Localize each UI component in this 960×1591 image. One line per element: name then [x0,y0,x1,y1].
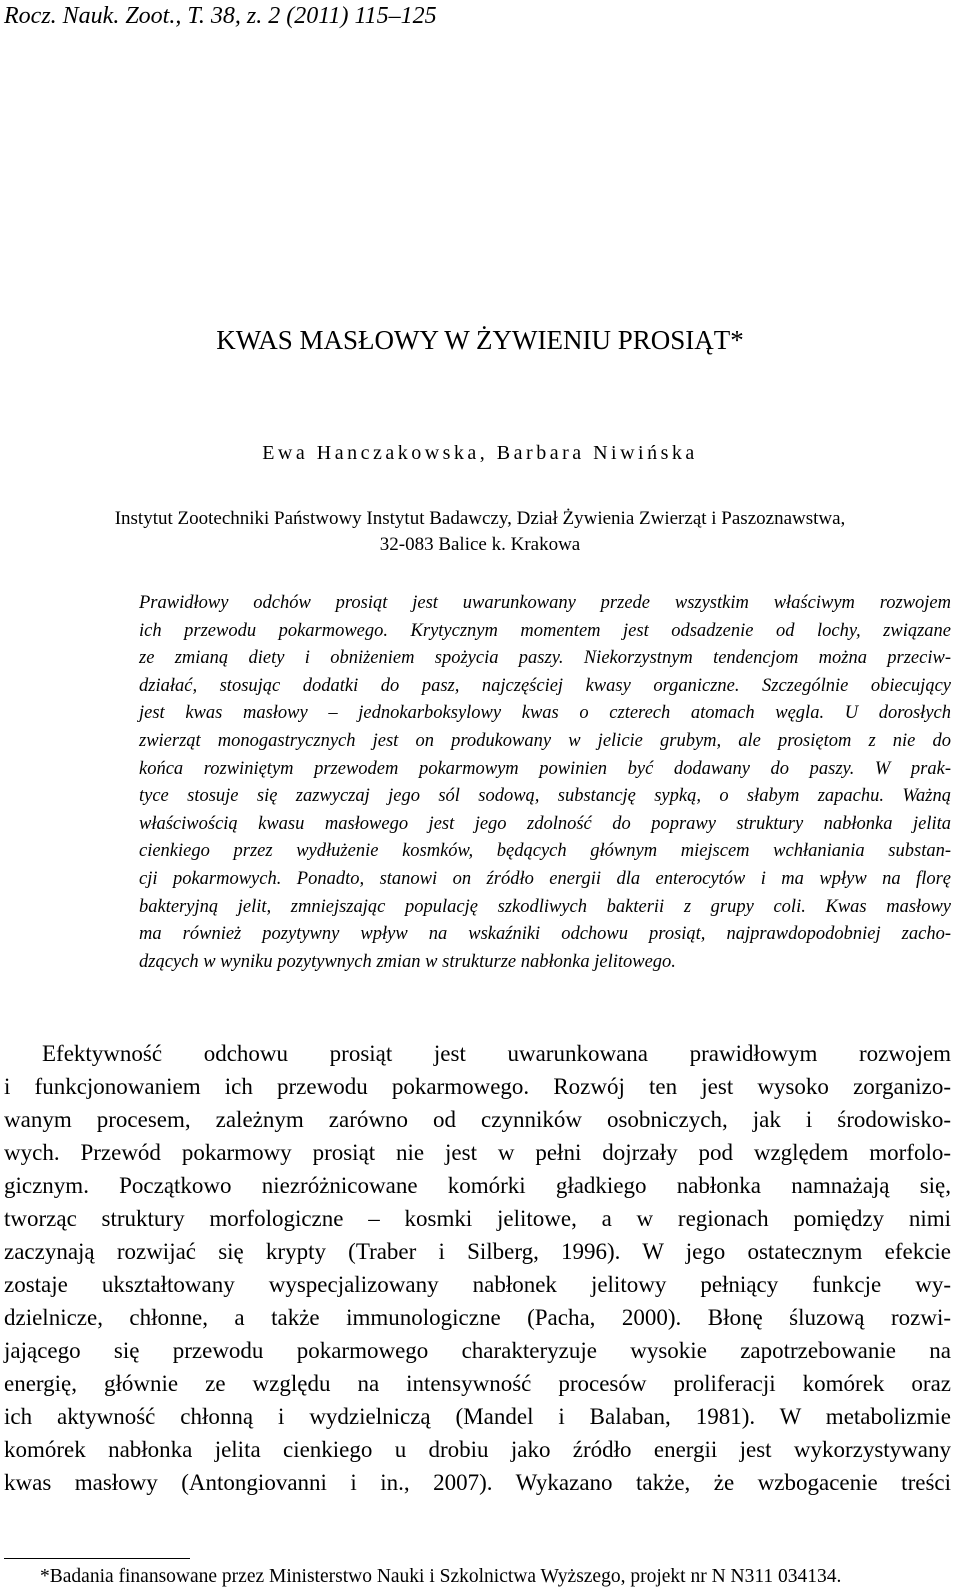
body-line: gicznym. Początkowo niezróżnicowane komórki gładkiego nabłonka namnażają się, [4,1173,951,1198]
body-line: jającego się przewodu pokarmowego charakteryzuje wysokie zapotrzebowanie na [4,1338,951,1363]
article-authors: Ewa Hanczakowska, Barbara Niwińska [262,442,698,464]
body-line: Efektywność odchowu prosiąt jest uwarunkowana prawidłowym rozwojem [42,1041,951,1066]
footnote-divider [4,1558,190,1559]
article-title: KWAS MASŁOWY W ŻYWIENIU PROSIĄT* [216,325,744,355]
abstract-line: cji pokarmowych. Ponadto, stanowi on źródło energii dla enterocytów i ma wpływ na florę [139,868,951,889]
abstract-line: ich przewodu pokarmowego. Krytycznym momentem jest odsadzenie od lochy, związane [139,620,951,641]
abstract-line: jest kwas masłowy – jednokarboksylowy kwas o czterech atomach węgla. U dorosłych [139,703,951,724]
body-line: ich aktywność chłonną i wydzielniczą (Mandel i Balaban, 1981). W metabolizmie [4,1404,951,1429]
abstract-line: ma również pozytywny wpływ na wskaźniki odchowu prosiąt, najprawdopodobniej zacho- [139,924,951,945]
abstract-line: końca rozwiniętym przewodem pokarmowym powinien być dodawany do paszy. W prak- [139,758,951,779]
abstract-line: ze zmianą diety i obniżeniem spożycia paszy. Niekorzystnym tendencjom można przeciw- [139,648,951,669]
abstract-line: działać, stosując dodatki do pasz, najczęściej kwasy organiczne. Szczególnie obiecujący [139,675,951,696]
affiliation-line: Instytut Zootechniki Państwowy Instytut Badawczy, Dział Żywienia Zwierząt i Paszoznawstwa, [114,508,846,529]
body-line: dzielnicze, chłonne, a także immunologiczne (Pacha, 2000). Błonę śluzową rozwi- [4,1305,951,1330]
body-line: wych. Przewód pokarmowy prosiąt nie jest w pełni dojrzały pod względem morfolo- [4,1140,951,1165]
abstract [139,590,951,976]
body-paragraph [4,1037,951,1499]
abstract-line: zwierząt monogastrycznych jest on produkowany w jelicie grubym, ale prosiętom z nie do [139,730,951,751]
body-line: zostaje ukształtowany wyspecjalizowany nabłonek jelitowy pełniący funkcje wy- [4,1272,951,1297]
abstract-line: dzących w wyniku pozytywnych zmian w strukturze nabłonka jelitowego. [139,951,676,972]
abstract-line: Prawidłowy odchów prosiąt jest uwarunkowany przede wszystkim właściwym rozwojem [139,593,951,613]
abstract-line: cienkiego przez wydłużenie kosmków, będących głównym miejscem wchłaniania substan- [139,841,951,862]
journal-citation: Rocz. Nauk. Zoot., T. 38, z. 2 (2011) 115–125 [4,3,437,29]
body-line: i funkcjonowaniem ich przewodu pokarmowego. Rozwój ten jest wysoko zorganizo- [4,1074,951,1099]
body-line: wanym procesem, zależnym zarówno od czynników osobniczych, jak i środowisko- [4,1107,951,1132]
body-line: kwas masłowy (Antongiovanni i in., 2007). Wykazano także, że wzbogacenie treści [4,1470,951,1495]
affiliation-line: 32-083 Balice k. Krakowa [379,534,581,555]
abstract-line: właściwością kwasu masłowego jest jego zdolność do poprawy struktury nabłonka jelita [139,813,951,834]
body-line: komórek nabłonka jelita cienkiego u drobiu jako źródło energii jest wykorzystywany [4,1437,951,1462]
body-line: energię, głównie ze względu na intensywność procesów proliferacji komórek oraz [4,1371,951,1396]
abstract-line: bakteryjną jelit, zmniejszając populację szkodliwych bakterii z grupy coli. Kwas masłowy [139,896,951,917]
footnote: *Badania finansowane przez Ministerstwo Nauki i Szkolnictwa Wyższego, projekt nr N N311 034134. [40,1566,842,1587]
abstract-line: tyce stosuje się zazwyczaj jego sól sodową, substancję sypką, o słabym zapachu. Ważną [139,786,951,807]
body-line: zaczynają rozwijać się krypty (Traber i Silberg, 1996). W jego ostatecznym efekcie [4,1239,951,1264]
body-line: tworząc struktury morfologiczne – kosmki jelitowe, a w regionach pomiędzy nimi [4,1206,951,1231]
